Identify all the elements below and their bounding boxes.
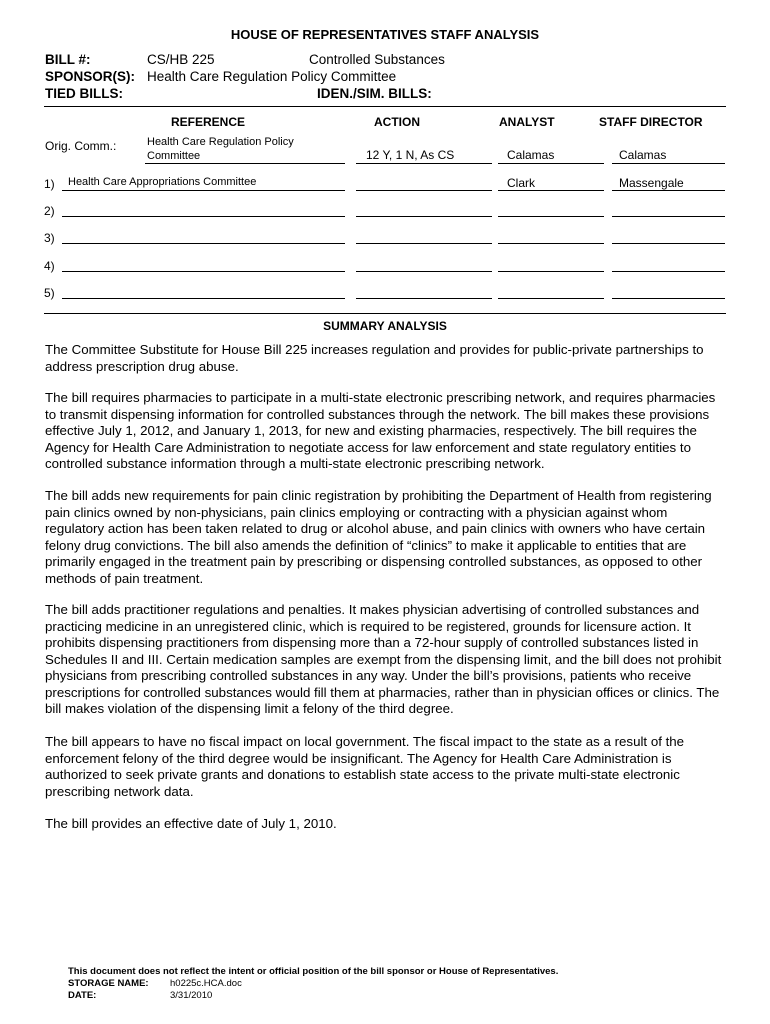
- storage-name-label: STORAGE NAME:: [68, 978, 149, 989]
- iden-sim-bills-label: IDEN./SIM. BILLS:: [317, 86, 432, 101]
- table-row-line: [356, 271, 492, 272]
- table-row-line: [62, 243, 345, 244]
- table-row-line: [356, 216, 492, 217]
- column-analyst: ANALYST: [499, 115, 555, 129]
- row-number: 4): [44, 259, 55, 273]
- tied-bills-label: TIED BILLS:: [45, 86, 123, 101]
- table-row-line: [498, 190, 604, 191]
- sponsor-label: SPONSOR(S):: [45, 69, 136, 84]
- summary-paragraph: The Committee Substitute for House Bill 225 increases regulation and provides for public-private partnerships to address prescription drug abuse.: [45, 342, 704, 374]
- table-row-line: [498, 271, 604, 272]
- orig-comm-label: Orig. Comm.:: [45, 139, 117, 153]
- document-title: HOUSE OF REPRESENTATIVES STAFF ANALYSIS: [230, 27, 540, 42]
- table-row-line: [612, 216, 725, 217]
- table-row-line: [612, 298, 725, 299]
- date-value: 3/31/2010: [170, 990, 213, 1001]
- header-divider: [44, 106, 726, 107]
- table-row-line: [356, 298, 492, 299]
- row-number: 2): [44, 204, 55, 218]
- table-row-line: [612, 271, 725, 272]
- storage-name-value: h0225c.HCA.doc: [170, 978, 242, 989]
- column-action: ACTION: [374, 115, 420, 129]
- table-row-line: [612, 243, 725, 244]
- row1-analyst: Clark: [507, 176, 536, 190]
- date-label: DATE:: [68, 990, 97, 1001]
- column-reference: REFERENCE: [171, 115, 246, 129]
- column-staff-director: STAFF DIRECTOR: [599, 115, 703, 129]
- table-row-line: [62, 271, 345, 272]
- table-row-line: [498, 216, 604, 217]
- orig-director: Calamas: [619, 148, 667, 162]
- row-number: 5): [44, 286, 55, 300]
- row-number: 3): [44, 231, 55, 245]
- table-row-line: [612, 163, 725, 164]
- summary-paragraph: The bill adds new requirements for pain clinic registration by prohibiting the Department of Health from registering pain clinics owned by non-physicians, pain clinics employing or contracting with a physician against whom regulatory action has been taken related to drug or alcohol abuse, and pain clinics with owners who have certain felony drug convictions. The bill also amends the definition of “clinics” to make it applicable to entities that are primarily engaged in the treatment pain by prescribing or dispensing controlled substances, as opposed to other methods of pain treatment.: [45, 488, 712, 586]
- sponsor-value: Health Care Regulation Policy Committee: [147, 69, 397, 84]
- orig-reference-line2: Committee: [147, 150, 201, 162]
- bill-number: CS/HB 225: [147, 52, 215, 67]
- table-row-line: [62, 190, 345, 191]
- row1-reference: Health Care Appropriations Committee: [68, 176, 257, 188]
- summary-paragraph: The bill requires pharmacies to participate in a multi-state electronic prescribing network, and requires pharmacies to transmit dispensing information for controlled substances through the network. The bill makes these provisions effective July 1, 2012, and January 1, 2013, for new and existing pharmacies, respectively. The bill requires the Agency for Health Care Administration to negotiate access for law enforcement and state regulatory entities to controlled substance information through a multi-state electronic prescribing network.: [45, 390, 716, 471]
- table-row-line: [62, 298, 345, 299]
- bill-number-label: BILL #:: [45, 52, 91, 67]
- footer-disclaimer: This document does not reflect the intent or official position of the bill sponsor or House of Representatives.: [68, 966, 559, 977]
- orig-reference-line1: Health Care Regulation Policy: [147, 136, 294, 148]
- table-row-line: [498, 298, 604, 299]
- table-row-line: [356, 163, 492, 164]
- table-row-line: [62, 216, 345, 217]
- bill-subject: Controlled Substances: [309, 52, 445, 67]
- summary-paragraph: The bill adds practitioner regulations and penalties. It makes physician advertising of controlled substances and practicing medicine in an unregistered clinic, which is required to be registered, grounds for licensure action. It prohibits dispensing practitioners from dispensing more than a 72-hour supply of controlled substances listed in Schedules II and III. Certain medication samples are exempt from the dispensing limit, and the bill does not prohibit physicians from prescribing controlled substances in any way. Under the bill’s provisions, patients who receive prescriptions for controlled substances would fill them at pharmacies, rather than in physician offices or clinics. The bill makes violation of the dispensing limit a felony of the third degree.: [45, 602, 722, 716]
- table-divider: [44, 313, 726, 314]
- table-row-line: [498, 163, 604, 164]
- table-row-line: [145, 163, 345, 164]
- table-row-line: [612, 190, 725, 191]
- orig-action: 12 Y, 1 N, As CS: [366, 148, 455, 162]
- orig-analyst: Calamas: [507, 148, 555, 162]
- summary-paragraph: The bill appears to have no fiscal impact on local government. The fiscal impact to the state as a result of the enforcement felony of the third degree would be insignificant. The Agency for Health Care Administration is authorized to seek private grants and donations to establish state access to the private multi-state electronic prescribing network data.: [45, 734, 685, 799]
- summary-paragraph: The bill provides an effective date of July 1, 2010.: [45, 816, 337, 831]
- row1-director: Massengale: [619, 176, 684, 190]
- table-row-line: [498, 243, 604, 244]
- table-row-line: [356, 190, 492, 191]
- table-row-line: [356, 243, 492, 244]
- summary-heading: SUMMARY ANALYSIS: [323, 319, 447, 333]
- row-number: 1): [44, 177, 55, 191]
